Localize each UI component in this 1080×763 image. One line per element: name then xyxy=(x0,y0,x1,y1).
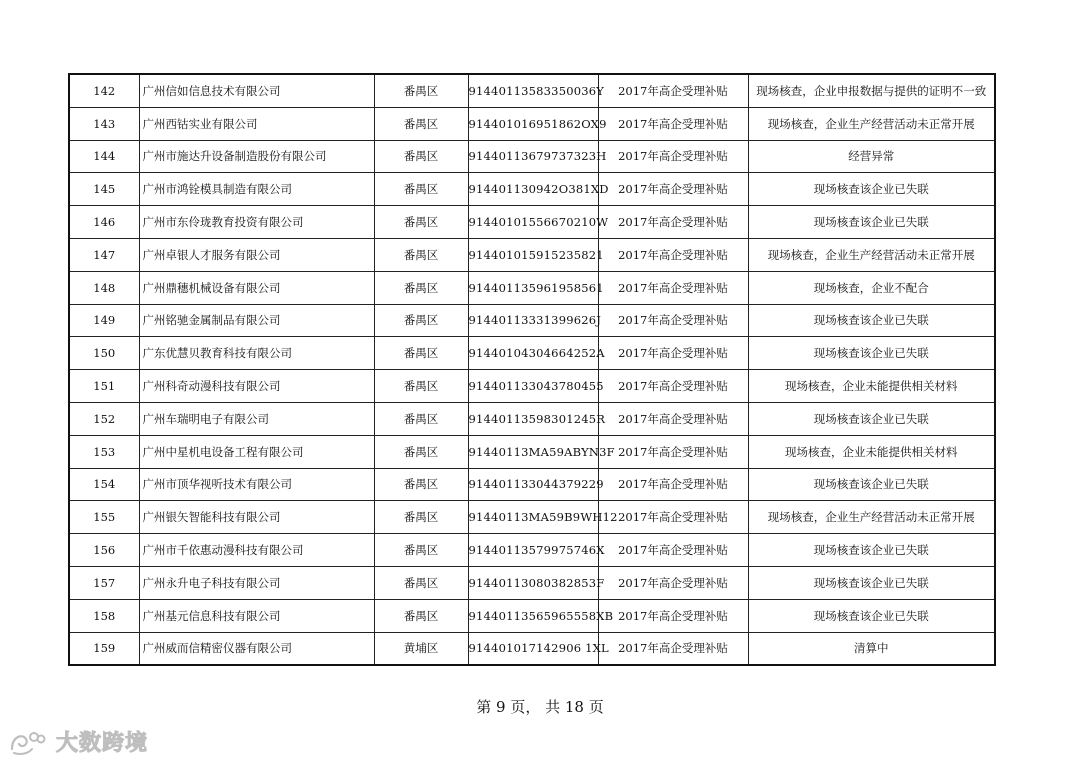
credit-code-cell: 91440113MA59ABYN3F xyxy=(468,435,598,468)
row-number-cell: 157 xyxy=(69,566,139,599)
table-row xyxy=(69,632,995,665)
district-cell: 番禺区 xyxy=(374,107,468,140)
subsidy-type-cell: 2017年高企受理补贴 xyxy=(598,337,748,370)
row-number-cell: 147 xyxy=(69,238,139,271)
company-name-cell: 广州威而信精密仪器有限公司 xyxy=(139,632,374,665)
reason-cell: 现场核查该企业已失联 xyxy=(748,173,995,206)
company-name-cell: 广州市千依惠动漫科技有限公司 xyxy=(139,534,374,567)
reason-cell: 现场核查该企业已失联 xyxy=(748,402,995,435)
credit-code-cell: 91440104304664252A xyxy=(468,337,598,370)
reason-cell: 现场核查，企业申报数据与提供的证明不一致 xyxy=(748,74,995,107)
table-row xyxy=(69,173,995,206)
row-number-cell: 152 xyxy=(69,402,139,435)
subsidy-type-cell: 2017年高企受理补贴 xyxy=(598,74,748,107)
table-row xyxy=(69,107,995,140)
table-row xyxy=(69,599,995,632)
reason-cell: 现场核查该企业已失联 xyxy=(748,566,995,599)
district-cell: 番禺区 xyxy=(374,534,468,567)
district-cell: 番禺区 xyxy=(374,468,468,501)
table-row xyxy=(69,74,995,107)
district-cell: 番禺区 xyxy=(374,74,468,107)
district-cell: 番禺区 xyxy=(374,206,468,239)
credit-code-cell: 914401016951862OX9 xyxy=(468,107,598,140)
swirl-logo-icon xyxy=(8,727,48,757)
credit-code-cell: 91440113583350036Y xyxy=(468,74,598,107)
subsidy-type-cell: 2017年高企受理补贴 xyxy=(598,566,748,599)
subsidy-type-cell: 2017年高企受理补贴 xyxy=(598,206,748,239)
credit-code-cell: 914401015915235821 xyxy=(468,238,598,271)
reason-cell: 现场核查，企业未能提供相关材料 xyxy=(748,435,995,468)
credit-code-cell: 91440113565965558XB xyxy=(468,599,598,632)
row-number-cell: 155 xyxy=(69,501,139,534)
table-row xyxy=(69,140,995,173)
table-row xyxy=(69,304,995,337)
credit-code-cell: 91440113598301245R xyxy=(468,402,598,435)
district-cell: 黄埔区 xyxy=(374,632,468,665)
page-number: 第 9 页， 共 18 页 xyxy=(476,698,604,716)
company-name-cell: 广州科奇动漫科技有限公司 xyxy=(139,370,374,403)
subsidy-list-table xyxy=(68,73,996,666)
company-name-cell: 广州鼎穗机械设备有限公司 xyxy=(139,271,374,304)
row-number-cell: 153 xyxy=(69,435,139,468)
subsidy-type-cell: 2017年高企受理补贴 xyxy=(598,632,748,665)
subsidy-type-cell: 2017年高企受理补贴 xyxy=(598,599,748,632)
subsidy-type-cell: 2017年高企受理补贴 xyxy=(598,271,748,304)
district-cell: 番禺区 xyxy=(374,599,468,632)
table-row xyxy=(69,468,995,501)
district-cell: 番禺区 xyxy=(374,304,468,337)
reason-cell: 现场核查，企业生产经营活动未正常开展 xyxy=(748,238,995,271)
reason-cell: 现场核查该企业已失联 xyxy=(748,337,995,370)
company-name-cell: 广州永升电子科技有限公司 xyxy=(139,566,374,599)
district-cell: 番禺区 xyxy=(374,337,468,370)
district-cell: 番禺区 xyxy=(374,566,468,599)
subsidy-type-cell: 2017年高企受理补贴 xyxy=(598,435,748,468)
district-cell: 番禺区 xyxy=(374,501,468,534)
row-number-cell: 145 xyxy=(69,173,139,206)
table-row xyxy=(69,337,995,370)
row-number-cell: 151 xyxy=(69,370,139,403)
company-name-cell: 广州车瑞明电子有限公司 xyxy=(139,402,374,435)
table-row xyxy=(69,402,995,435)
credit-code-cell: 91440101556670210W xyxy=(468,206,598,239)
company-name-cell: 广东优慧贝教育科技有限公司 xyxy=(139,337,374,370)
company-name-cell: 广州信如信息技术有限公司 xyxy=(139,74,374,107)
row-number-cell: 150 xyxy=(69,337,139,370)
row-number-cell: 144 xyxy=(69,140,139,173)
subsidy-type-cell: 2017年高企受理补贴 xyxy=(598,534,748,567)
row-number-cell: 142 xyxy=(69,74,139,107)
table-row xyxy=(69,501,995,534)
reason-cell: 现场核查，企业不配合 xyxy=(748,271,995,304)
table-body xyxy=(69,74,995,665)
company-name-cell: 广州西钴实业有限公司 xyxy=(139,107,374,140)
row-number-cell: 158 xyxy=(69,599,139,632)
company-name-cell: 广州市东伶珑教育投资有限公司 xyxy=(139,206,374,239)
reason-cell: 现场核查该企业已失联 xyxy=(748,599,995,632)
reason-cell: 经营异常 xyxy=(748,140,995,173)
row-number-cell: 156 xyxy=(69,534,139,567)
district-cell: 番禺区 xyxy=(374,238,468,271)
row-number-cell: 143 xyxy=(69,107,139,140)
credit-code-cell: 914401133043780455 xyxy=(468,370,598,403)
row-number-cell: 159 xyxy=(69,632,139,665)
credit-code-cell: 91440113MA59B9WH12 xyxy=(468,501,598,534)
credit-code-cell: 91440113679737323H xyxy=(468,140,598,173)
subsidy-type-cell: 2017年高企受理补贴 xyxy=(598,304,748,337)
reason-cell: 现场核查该企业已失联 xyxy=(748,468,995,501)
subsidy-type-cell: 2017年高企受理补贴 xyxy=(598,501,748,534)
subsidy-type-cell: 2017年高企受理补贴 xyxy=(598,173,748,206)
table-row xyxy=(69,271,995,304)
district-cell: 番禺区 xyxy=(374,435,468,468)
company-name-cell: 广州中星机电设备工程有限公司 xyxy=(139,435,374,468)
subsidy-type-cell: 2017年高企受理补贴 xyxy=(598,107,748,140)
credit-code-cell: 91440113579975746X xyxy=(468,534,598,567)
table-row xyxy=(69,206,995,239)
reason-cell: 现场核查，企业生产经营活动未正常开展 xyxy=(748,501,995,534)
watermark-text: 大数跨境 xyxy=(56,731,149,756)
subsidy-type-cell: 2017年高企受理补贴 xyxy=(598,468,748,501)
credit-code-cell: 91440113080382853F xyxy=(468,566,598,599)
subsidy-type-cell: 2017年高企受理补贴 xyxy=(598,140,748,173)
credit-code-cell: 914401017142906 1XL xyxy=(468,632,598,665)
reason-cell: 现场核查该企业已失联 xyxy=(748,206,995,239)
company-name-cell: 广州基元信息科技有限公司 xyxy=(139,599,374,632)
table-row xyxy=(69,534,995,567)
row-number-cell: 154 xyxy=(69,468,139,501)
row-number-cell: 148 xyxy=(69,271,139,304)
district-cell: 番禺区 xyxy=(374,370,468,403)
watermark xyxy=(8,726,148,757)
table-row xyxy=(69,566,995,599)
district-cell: 番禺区 xyxy=(374,271,468,304)
subsidy-type-cell: 2017年高企受理补贴 xyxy=(598,402,748,435)
district-cell: 番禺区 xyxy=(374,402,468,435)
row-number-cell: 149 xyxy=(69,304,139,337)
table-row xyxy=(69,238,995,271)
reason-cell: 现场核查，企业未能提供相关材料 xyxy=(748,370,995,403)
company-name-cell: 广州市施达升设备制造股份有限公司 xyxy=(139,140,374,173)
reason-cell: 现场核查该企业已失联 xyxy=(748,304,995,337)
company-name-cell: 广州市顶华视听技术有限公司 xyxy=(139,468,374,501)
company-name-cell: 广州市鸿铨模具制造有限公司 xyxy=(139,173,374,206)
district-cell: 番禺区 xyxy=(374,140,468,173)
row-number-cell: 146 xyxy=(69,206,139,239)
credit-code-cell: 914401133044379229 xyxy=(468,468,598,501)
company-name-cell: 广州银矢智能科技有限公司 xyxy=(139,501,374,534)
credit-code-cell: 914401135961958561 xyxy=(468,271,598,304)
reason-cell: 现场核查该企业已失联 xyxy=(748,534,995,567)
reason-cell: 清算中 xyxy=(748,632,995,665)
company-name-cell: 广州卓银人才服务有限公司 xyxy=(139,238,374,271)
table-row xyxy=(69,370,995,403)
company-name-cell: 广州铭驰金属制品有限公司 xyxy=(139,304,374,337)
district-cell: 番禺区 xyxy=(374,173,468,206)
reason-cell: 现场核查，企业生产经营活动未正常开展 xyxy=(748,107,995,140)
credit-code-cell: 914401130942O381XD xyxy=(468,173,598,206)
credit-code-cell: 91440113331399626J xyxy=(468,304,598,337)
subsidy-type-cell: 2017年高企受理补贴 xyxy=(598,238,748,271)
table-row xyxy=(69,435,995,468)
subsidy-type-cell: 2017年高企受理补贴 xyxy=(598,370,748,403)
